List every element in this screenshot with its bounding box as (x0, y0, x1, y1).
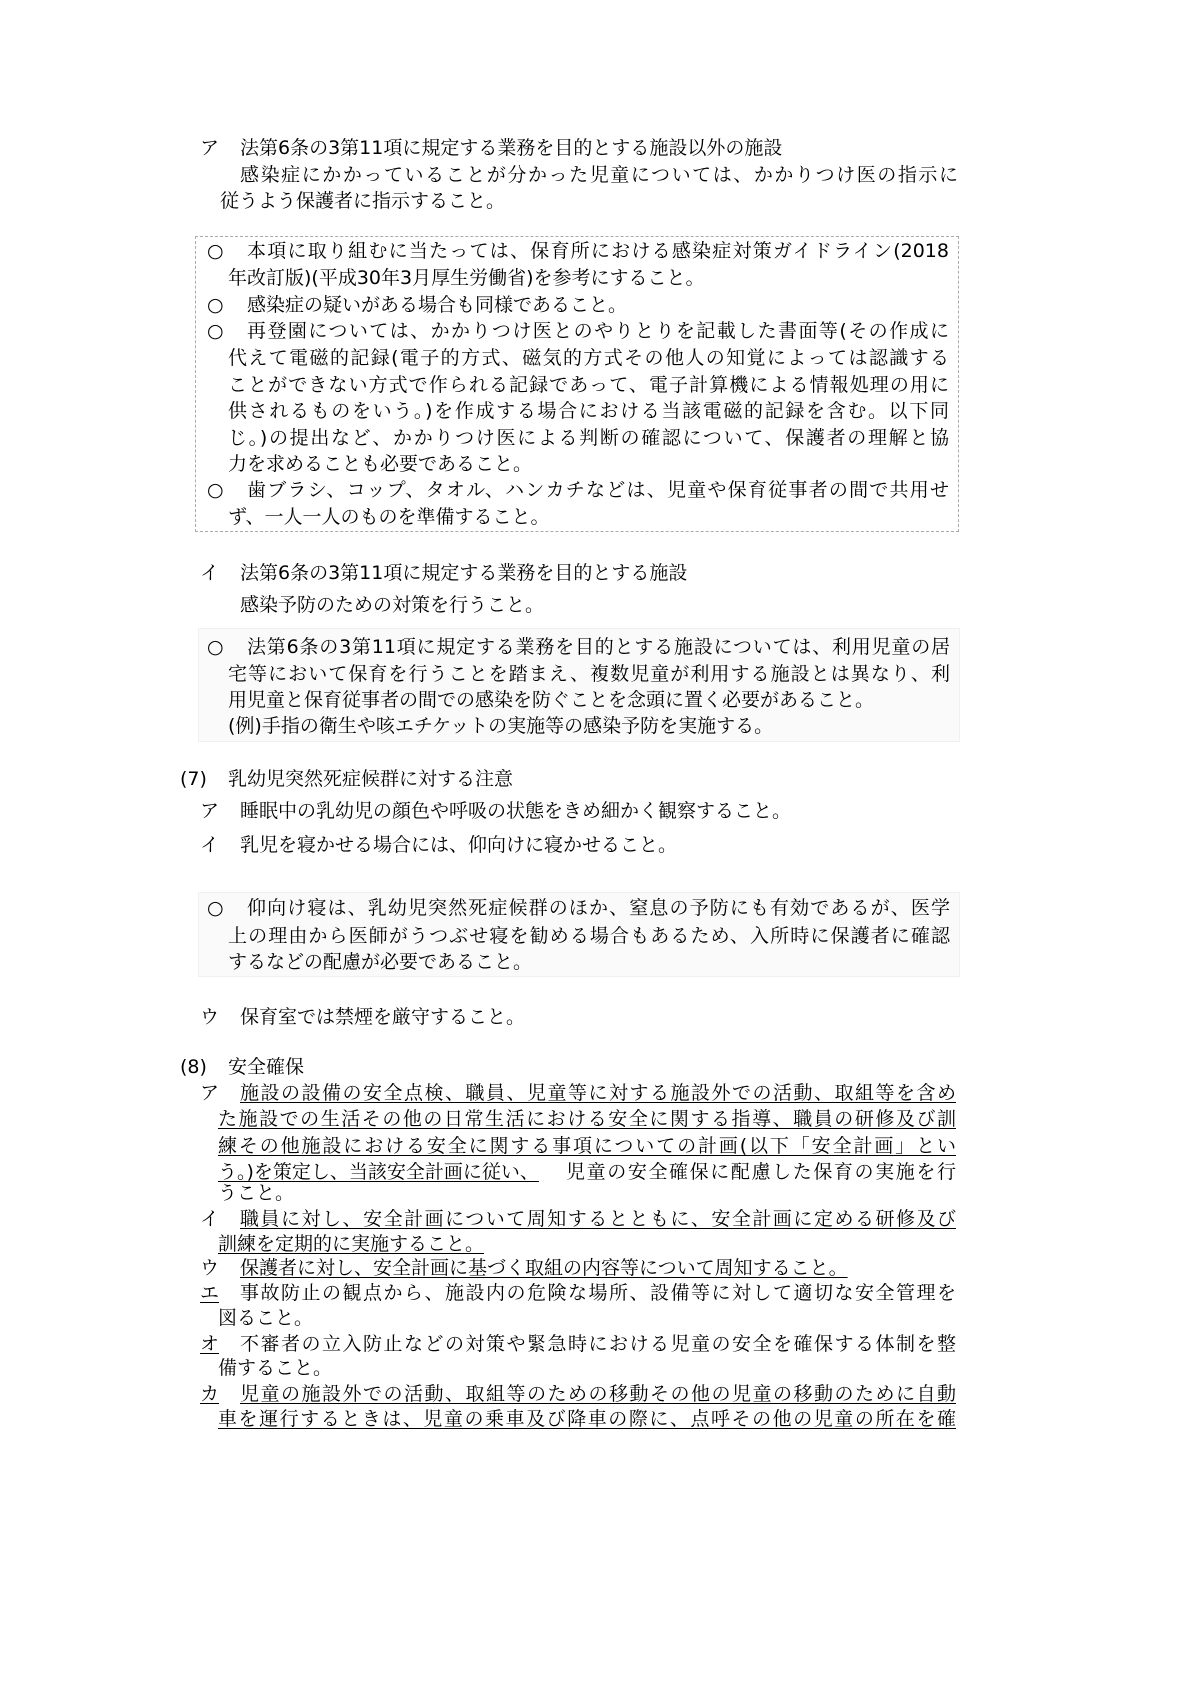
item-text: 施設の設備の安全点検、職員、児童等に対する施設外での活動、取組等を含め (240, 1082, 956, 1104)
body-text: 感染予防のための対策を行うこと。 (240, 594, 545, 616)
item-text: 児童の施設外での活動、取組等のための移動その他の児童の移動のために自動 (240, 1383, 956, 1405)
item-label: イ (200, 562, 220, 584)
item-text: う。)を策定し、当該安全計画に従い、 (218, 1161, 539, 1183)
note-text: 年改訂版)(平成30年3月厚生労働省)を参考にすること。 (228, 267, 705, 289)
note-text: 再登園については、かかりつけ医とのやりとりを記載した書面等(その作成に (247, 320, 949, 342)
item-text: 不審者の立入防止などの対策や緊急時における児童の安全を確保する体制を整 (240, 1333, 956, 1355)
item-label: ア (200, 137, 220, 159)
note-text: 力を求めることも必要であること。 (228, 453, 533, 475)
note-text: ず、一人一人のものを準備すること。 (228, 506, 550, 528)
item-title: 法第6条の3第11項に規定する業務を目的とする施設 (240, 562, 688, 584)
item-label: オ (200, 1333, 220, 1355)
item-text: 保護者に対し、安全計画に基づく取組の内容等について周知すること。 (240, 1257, 848, 1279)
item-text: 図ること。 (218, 1307, 314, 1329)
note-text: 感染症の疑いがある場合も同様であること。 (247, 294, 628, 316)
note-text: 法第6条の3第11項に規定する業務を目的とする施設については、利用児童の居 (247, 636, 950, 658)
bullet: ○ (207, 479, 224, 501)
note-text: ことができない方式で作られる記録であって、電子計算機による情報処理の用に (228, 374, 949, 396)
body-text: 感染症にかかっていることが分かった児童については、かかりつけ医の指示に (240, 164, 958, 186)
item-text: 練その他施設における安全に関する事項についての計画(以下「安全計画」とい (218, 1135, 956, 1157)
section-number: (8) (180, 1056, 207, 1078)
bullet: ○ (207, 240, 224, 262)
note-text: じ。)の提出など、かかりつけ医による判断の確認について、保護者の理解と協 (228, 427, 949, 449)
item-text: 保育室では禁煙を厳守すること。 (240, 1006, 526, 1028)
item-text: た施設での生活その他の日常生活における安全に関する指導、職員の研修及び訓 (218, 1108, 956, 1130)
item-text: 睡眠中の乳幼児の顔色や呼吸の状態をきめ細かく観察すること。 (240, 800, 792, 822)
item-text: 訓練を定期的に実施すること。 (218, 1233, 485, 1255)
bullet: ○ (207, 636, 224, 658)
item-label: ア (200, 1082, 220, 1104)
note-text: 代えて電磁的記録(電子的方式、磁気的方式その他人の知覚によっては認識する (228, 347, 949, 369)
note-text: 仰向け寝は、乳幼児突然死症候群のほか、窒息の予防にも有効であるが、医学 (247, 897, 950, 919)
bullet: ○ (207, 897, 224, 919)
item-text: 職員に対し、安全計画について周知するとともに、安全計画に定める研修及び (240, 1208, 956, 1230)
note-text: (例)手指の衛生や咳エチケットの実施等の感染予防を実施する。 (228, 715, 774, 737)
item-text: 車を運行するときは、児童の乗車及び降車の際に、点呼その他の児童の所在を確 (218, 1408, 956, 1430)
note-text: 本項に取り組むに当たっては、保育所における感染症対策ガイドライン(2018 (247, 240, 949, 262)
item-text: 備すること。 (218, 1357, 333, 1379)
section-title: 安全確保 (228, 1056, 305, 1078)
bullet: ○ (207, 320, 224, 342)
item-label: イ (200, 1208, 220, 1230)
note-text: 供されるものをいう。)を作成する場合における当該電磁的記録を含む。以下同 (228, 400, 949, 422)
section-number: (7) (180, 768, 207, 790)
body-text: 従うよう保護者に指示すること。 (220, 190, 506, 212)
item-label: エ (200, 1282, 220, 1304)
section-title: 乳幼児突然死症候群に対する注意 (228, 768, 514, 790)
item-label: カ (200, 1383, 220, 1405)
note-text: 歯ブラシ、コップ、タオル、ハンカチなどは、児童や保育従事者の間で共用せ (247, 479, 949, 501)
note-text: 宅等において保育を行うことを踏まえ、複数児童が利用する施設とは異なり、利 (228, 663, 950, 685)
item-text: 事故防止の観点から、施設内の危険な場所、設備等に対して適切な安全管理を (240, 1282, 956, 1304)
note-text: 上の理由から医師がうつぶせ寝を勧める場合もあるため、入所時に保護者に確認 (228, 925, 950, 947)
item-label: ウ (200, 1257, 220, 1279)
item-label: ウ (200, 1006, 220, 1028)
bullet: ○ (207, 294, 224, 316)
item-title: 法第6条の3第11項に規定する業務を目的とする施設以外の施設 (240, 137, 783, 159)
item-label: イ (200, 834, 220, 856)
item-text: 児童の安全確保に配慮した保育の実施を行 (566, 1161, 956, 1183)
item-label: ア (200, 800, 220, 822)
note-text: するなどの配慮が必要であること。 (228, 951, 533, 973)
note-text: 用児童と保育従事者の間での感染を防ぐことを念頭に置く必要があること。 (228, 689, 875, 711)
item-text: うこと。 (218, 1182, 295, 1204)
item-text: 乳児を寝かせる場合には、仰向けに寝かせること。 (240, 834, 678, 856)
